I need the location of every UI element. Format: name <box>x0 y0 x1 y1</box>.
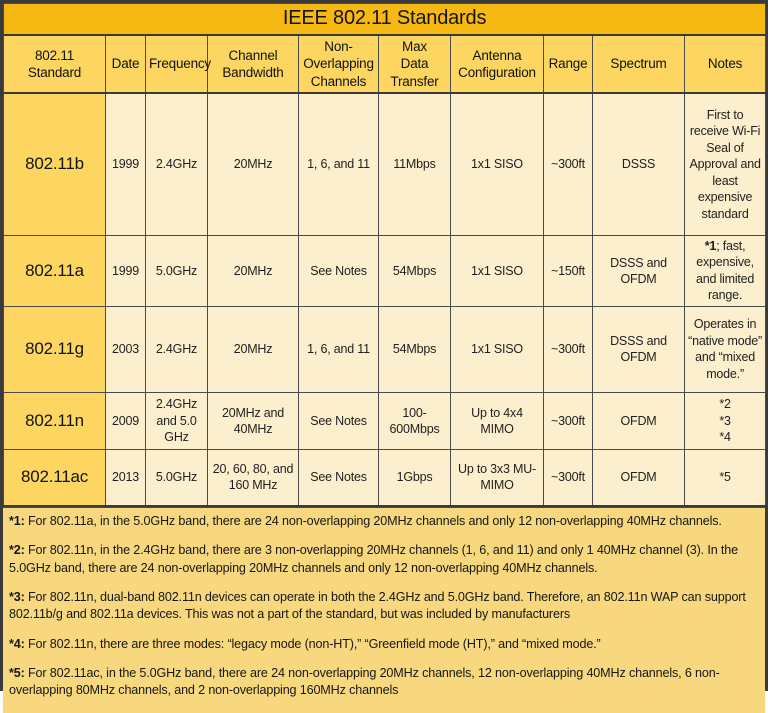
row-standard-name: 802.11a <box>4 235 106 306</box>
row-notes <box>685 392 766 449</box>
row-frequency: 2.4GHz and 5.0 GHz <box>146 392 208 449</box>
page-title: IEEE 802.11 Standards <box>4 4 766 36</box>
footnote-marker: *1: <box>9 513 25 528</box>
footnote-item <box>9 665 759 700</box>
column-header-bandwidth-line1: Channel <box>228 47 278 63</box>
table-row <box>4 392 766 449</box>
row-channels: See Notes <box>299 235 379 306</box>
row-antenna: Up to 3x3 MU-MIMO <box>451 449 544 506</box>
row-date: 2009 <box>106 392 146 449</box>
row-notes-line: *3 <box>719 413 731 428</box>
row-maxdata: 11Mbps <box>379 93 451 236</box>
row-spectrum: DSSS and OFDM <box>593 306 685 392</box>
ieee-standards-table <box>3 3 766 507</box>
footnote-text: For 802.11a, in the 5.0GHz band, there are 24 non-overlapping 20MHz channels and only 12 non-overlapping 40MHz channels. <box>24 513 722 528</box>
row-bandwidth: 20, 60, 80, and 160 MHz <box>208 449 299 506</box>
row-channels: 1, 6, and 11 <box>299 306 379 392</box>
row-range: ~150ft <box>544 235 593 306</box>
footnote-item <box>9 542 759 577</box>
footnote-item <box>9 513 759 530</box>
row-date: 1999 <box>106 93 146 236</box>
table-title-row <box>4 4 766 36</box>
row-maxdata: 54Mbps <box>379 235 451 306</box>
column-header-bandwidth <box>208 35 299 93</box>
column-header-maxdata <box>379 35 451 93</box>
footnote-text: For 802.11n, dual-band 802.11n devices can operate in both the 2.4GHz and 5.0GHz band. Therefore, an 802.11n WAP can support 802.11b/g and 802.11a devices. This was not a part of the standard, but was included by manufacturers <box>9 589 746 622</box>
row-date: 2003 <box>106 306 146 392</box>
column-header-maxdata-line3: Transfer <box>390 73 439 89</box>
row-maxdata: 54Mbps <box>379 306 451 392</box>
column-header-channels-line1: Non- <box>324 39 353 54</box>
row-bandwidth: 20MHz <box>208 306 299 392</box>
row-standard-name: 802.11ac <box>4 449 106 506</box>
row-bandwidth: 20MHz and 40MHz <box>208 392 299 449</box>
row-frequency: 5.0GHz <box>146 449 208 506</box>
column-header-channels-line3: Channels <box>310 73 367 89</box>
row-standard-name: 802.11n <box>4 392 106 449</box>
row-spectrum: OFDM <box>593 449 685 506</box>
footnote-item <box>9 636 759 653</box>
row-bandwidth: 20MHz <box>208 93 299 236</box>
row-notes <box>685 235 766 306</box>
column-header-channels <box>299 35 379 93</box>
row-notes-line: *4 <box>719 430 731 445</box>
column-header-antenna-line1: Antenna <box>472 47 522 63</box>
footnote-text: For 802.11n, there are three modes: “legacy mode (non-HT),” “Greenfield mode (HT),” and “mixed mode.” <box>24 636 601 651</box>
row-channels: See Notes <box>299 392 379 449</box>
column-header-frequency: Frequency <box>146 35 208 93</box>
column-header-spectrum: Spectrum <box>593 35 685 93</box>
column-header-date: Date <box>106 35 146 93</box>
footnote-item <box>9 589 759 624</box>
row-range: ~300ft <box>544 93 593 236</box>
footnote-marker: *4: <box>9 636 25 651</box>
row-standard-name: 802.11b <box>4 93 106 236</box>
footnote-marker: *2: <box>9 543 25 558</box>
table-row <box>4 93 766 236</box>
footnote-text: For 802.11ac, in the 5.0GHz band, there are 24 non-overlapping 20MHz channels, 12 non-overlapping 40MHz channels, 6 non-overlapping 80MHz channels, and 2 non-overlapping 160MHz channels <box>9 666 720 698</box>
row-range: ~300ft <box>544 449 593 506</box>
row-notes-text: ; fast, expensive, and limited range. <box>695 238 755 303</box>
row-notes: First to receive Wi-Fi Seal of Approval and least expensive standard <box>685 93 766 236</box>
row-range: ~300ft <box>544 392 593 449</box>
table-row <box>4 306 766 392</box>
column-header-antenna-line2: Configuration <box>458 64 536 80</box>
table-row <box>4 235 766 306</box>
row-notes: Operates in “native mode” and “mixed mode.” <box>685 306 766 392</box>
column-header-standard <box>4 35 106 93</box>
column-header-notes: Notes <box>685 35 766 93</box>
column-header-antenna <box>451 35 544 93</box>
column-header-channels-line2: Overlapping <box>303 56 374 72</box>
row-spectrum: OFDM <box>593 392 685 449</box>
row-frequency: 5.0GHz <box>146 235 208 306</box>
footnote-marker: *5: <box>9 666 25 681</box>
column-header-range: Range <box>544 35 593 93</box>
column-header-bandwidth-line2: Bandwidth <box>222 64 284 80</box>
row-maxdata: 100-600Mbps <box>379 392 451 449</box>
row-spectrum: DSSS <box>593 93 685 236</box>
row-frequency: 2.4GHz <box>146 93 208 236</box>
row-date: 1999 <box>106 235 146 306</box>
row-notes: *5 <box>685 449 766 506</box>
row-channels: 1, 6, and 11 <box>299 93 379 236</box>
row-notes-marker: *1 <box>704 238 717 253</box>
table-row <box>4 449 766 506</box>
row-antenna: 1x1 SISO <box>451 235 544 306</box>
row-standard-name: 802.11g <box>4 306 106 392</box>
row-antenna: 1x1 SISO <box>451 93 544 236</box>
row-frequency: 2.4GHz <box>146 306 208 392</box>
column-header-maxdata-line2: Data <box>400 56 429 72</box>
table-header-row <box>4 35 766 93</box>
row-maxdata: 1Gbps <box>379 449 451 506</box>
row-date: 2013 <box>106 449 146 506</box>
footnotes-section <box>3 507 765 713</box>
footnote-marker: *3: <box>9 589 25 604</box>
row-bandwidth: 20MHz <box>208 235 299 306</box>
column-header-standard-line2: Standard <box>27 64 82 80</box>
footnote-text: For 802.11n, in the 2.4GHz band, there are 3 non-overlapping 20MHz channels (1, 6, and 11) and only 1 40MHz channel (3). In the 5.0GHz band, there are 24 non-overlapping 20MHz channels and only 12 non-overlapping 40MHz channels. <box>9 543 738 575</box>
row-antenna: Up to 4x4 MIMO <box>451 392 544 449</box>
column-header-standard-line1: 802.11 <box>34 47 75 63</box>
column-header-maxdata-line1: Max <box>402 39 427 54</box>
row-spectrum: DSSS and OFDM <box>593 235 685 306</box>
row-channels: See Notes <box>299 449 379 506</box>
row-range: ~300ft <box>544 306 593 392</box>
row-notes-line: *2 <box>719 397 731 412</box>
row-antenna: 1x1 SISO <box>451 306 544 392</box>
